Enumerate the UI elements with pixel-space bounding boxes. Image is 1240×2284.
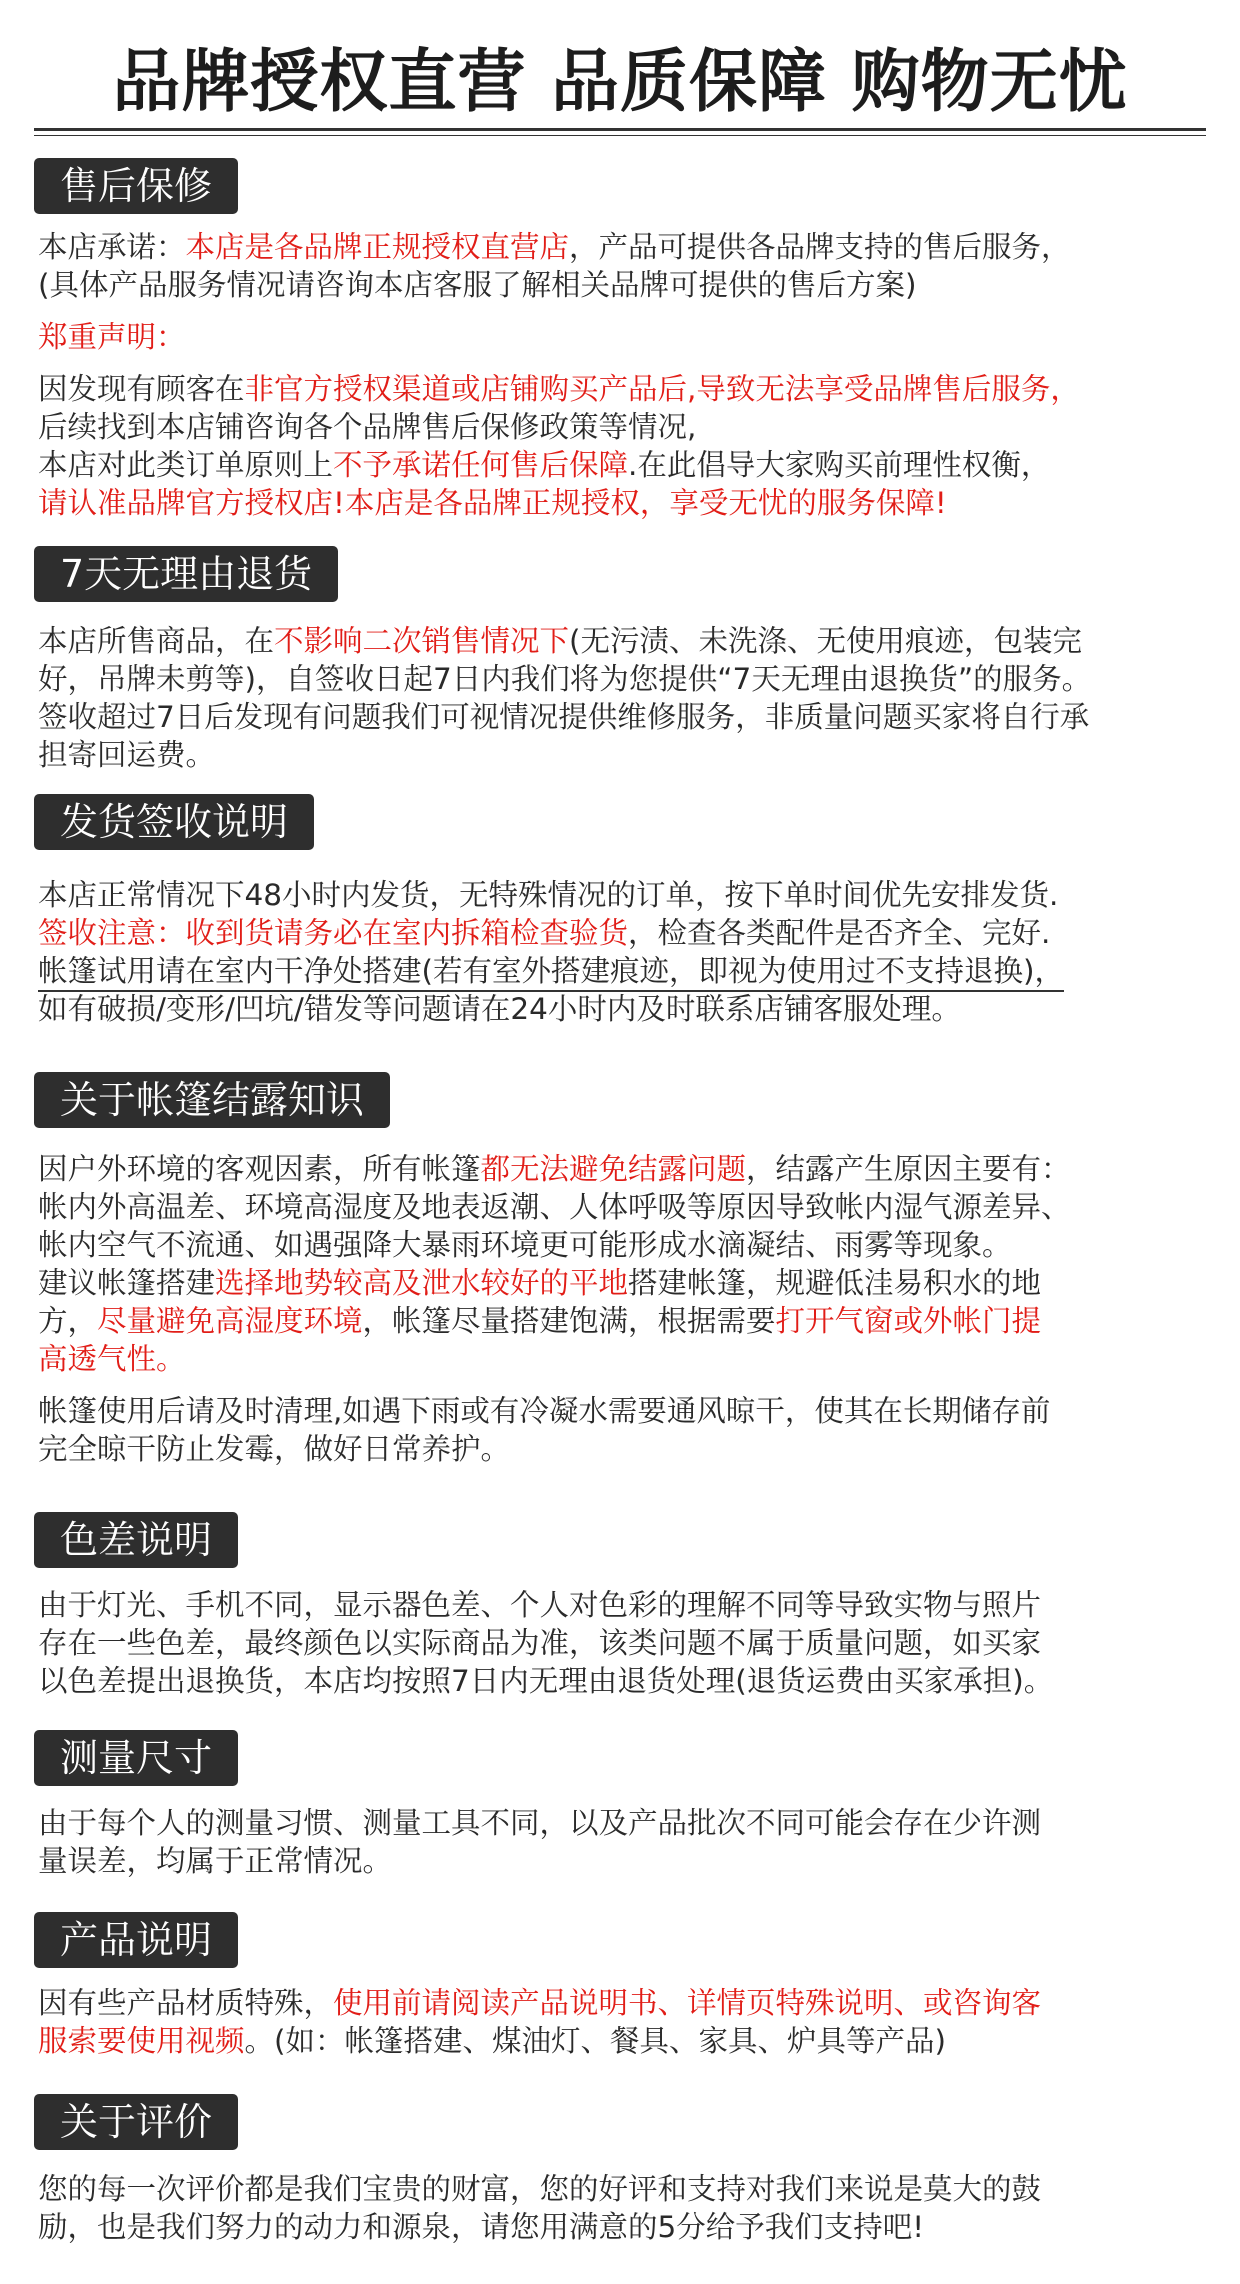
body-text: 因有些产品材质特殊， bbox=[38, 1986, 334, 2020]
text-line bbox=[38, 698, 1206, 736]
highlight-text: 不影响二次销售情况下 bbox=[274, 624, 570, 658]
highlight-text: 非官方授权渠道或店铺购买产品后,导致无法享受品牌售后服务， bbox=[244, 372, 1080, 406]
text-line bbox=[38, 622, 1206, 660]
body-text: .在此倡导大家购买前理性权衡， bbox=[628, 448, 1051, 482]
section-heading: 产品说明 bbox=[34, 1912, 238, 1968]
section-heading: 色差说明 bbox=[34, 1512, 238, 1568]
text-line bbox=[38, 1150, 1206, 1188]
title-divider bbox=[34, 128, 1206, 131]
section-heading: 关于帐篷结露知识 bbox=[34, 1072, 390, 1128]
paragraph-gap bbox=[38, 304, 1206, 318]
text-line bbox=[38, 1624, 1206, 1662]
body-text: 以色差提出退换货，本店均按照7日内无理由退货处理(退货运费由买家承担)。 bbox=[38, 1664, 1054, 1698]
text-line bbox=[38, 484, 1206, 522]
text-line bbox=[38, 1430, 1206, 1468]
text-line bbox=[38, 318, 1206, 356]
text-line bbox=[38, 408, 1206, 446]
body-text: 完全晾干防止发霉，做好日常养护。 bbox=[38, 1432, 511, 1466]
highlight-text: 尽量避免高湿度环境 bbox=[97, 1304, 363, 1338]
section-body bbox=[38, 1150, 1206, 1468]
body-text: 因户外环境的客观因素，所有帐篷 bbox=[38, 1152, 481, 1186]
title-divider-thin bbox=[34, 135, 1206, 136]
section-heading: 关于评价 bbox=[34, 2094, 238, 2150]
paragraph bbox=[38, 318, 1206, 356]
text-line bbox=[38, 1226, 1206, 1264]
paragraph bbox=[38, 2170, 1206, 2246]
text-line bbox=[38, 990, 1206, 1028]
body-text: 帐篷使用后请及时清理,如遇下雨或有冷凝水需要通风晾干，使其在长期储存前 bbox=[38, 1394, 1051, 1428]
section-body bbox=[38, 2170, 1206, 2246]
highlight-text: 签收注意：收到货请务必在室内拆箱检查验货 bbox=[38, 916, 629, 950]
highlight-text: 选择地势较高及泄水较好的平地 bbox=[215, 1266, 629, 1300]
text-line bbox=[38, 2170, 1206, 2208]
text-line bbox=[38, 1392, 1206, 1430]
body-text: 如有破损/变形/凹坑/错发等问题请在24小时内及时联系店铺客服处理。 bbox=[38, 992, 961, 1026]
section-heading: 7天无理由退货 bbox=[34, 546, 338, 602]
section-4 bbox=[34, 1072, 1206, 1466]
text-line bbox=[38, 1586, 1206, 1624]
body-text: ，检查各类配件是否齐全、完好. bbox=[628, 916, 1051, 950]
body-text: 帐内外高温差、环境高湿度及地表返潮、人体呼吸等原因导致帐内湿气源差异、 bbox=[38, 1190, 1071, 1224]
text-line bbox=[38, 266, 1206, 304]
section-body bbox=[38, 622, 1206, 774]
body-text: 方， bbox=[38, 1304, 98, 1338]
body-text: 存在一些色差，最终颜色以实际商品为准，该类问题不属于质量问题，如买家 bbox=[38, 1626, 1042, 1660]
paragraph bbox=[38, 370, 1206, 522]
highlight-text: 都无法避免结露问题 bbox=[480, 1152, 747, 1186]
page-title: 品牌授权直营 品质保障 购物无忧 bbox=[112, 43, 1128, 122]
body-text: 签收超过7日后发现有问题我们可视情况提供维修服务，非质量问题买家将自行承 bbox=[38, 700, 1090, 734]
body-text: 因发现有顾客在 bbox=[38, 372, 245, 406]
body-text: 帐篷试用请在室内干净处搭建(若有室外搭建痕迹，即视为使用过不支持退换)， bbox=[38, 954, 1064, 992]
section-1 bbox=[34, 158, 1206, 520]
text-line bbox=[38, 1188, 1206, 1226]
section-5 bbox=[34, 1512, 1206, 1698]
section-body bbox=[38, 228, 1206, 522]
section-heading: 测量尺寸 bbox=[34, 1730, 238, 1786]
body-text: 本店正常情况下48小时内发货，无特殊情况的订单，按下单时间优先安排发货. bbox=[38, 878, 1059, 912]
highlight-text: 本店是各品牌正规授权直营店 bbox=[185, 230, 570, 264]
body-text: ，产品可提供各品牌支持的售后服务， bbox=[569, 230, 1071, 264]
paragraph bbox=[38, 622, 1206, 774]
body-text: (无污渍、未洗涤、无使用痕迹，包装完 bbox=[569, 624, 1083, 658]
section-7 bbox=[34, 1912, 1206, 2058]
body-text: 担寄回运费。 bbox=[38, 738, 216, 772]
section-3 bbox=[34, 794, 1206, 1026]
highlight-text: 服索要使用视频 bbox=[38, 2024, 245, 2058]
text-line bbox=[38, 1340, 1206, 1378]
paragraph-gap bbox=[38, 1378, 1206, 1392]
text-line bbox=[38, 660, 1206, 698]
highlight-text: 请认准品牌官方授权店!本店是各品牌正规授权，享受无忧的服务保障! bbox=[38, 486, 947, 520]
body-text: 建议帐篷搭建 bbox=[38, 1266, 216, 1300]
paragraph bbox=[38, 1586, 1206, 1700]
body-text: 本店所售商品，在 bbox=[38, 624, 275, 658]
paragraph bbox=[38, 1804, 1206, 1880]
text-line bbox=[38, 1264, 1206, 1302]
body-text: 由于灯光、手机不同，显示器色差、个人对色彩的理解不同等导致实物与照片 bbox=[38, 1588, 1042, 1622]
section-heading: 售后保修 bbox=[34, 158, 238, 214]
text-line bbox=[38, 2208, 1206, 2246]
body-text: ，帐篷尽量搭建饱满，根据需要 bbox=[362, 1304, 776, 1338]
paragraph bbox=[38, 1984, 1206, 2060]
text-line bbox=[38, 876, 1206, 914]
body-text: 由于每个人的测量习惯、测量工具不同，以及产品批次不同可能会存在少许测 bbox=[38, 1806, 1042, 1840]
highlight-text: 打开气窗或外帐门提 bbox=[775, 1304, 1042, 1338]
text-line bbox=[38, 914, 1206, 952]
text-line bbox=[38, 1842, 1206, 1880]
section-6 bbox=[34, 1730, 1206, 1878]
paragraph bbox=[38, 876, 1206, 1028]
paragraph bbox=[38, 1392, 1206, 1468]
body-text: 本店对此类订单原则上 bbox=[38, 448, 334, 482]
section-2 bbox=[34, 546, 1206, 772]
highlight-text: 使用前请阅读产品说明书、详情页特殊说明、或咨询客 bbox=[333, 1986, 1042, 2020]
text-line bbox=[38, 446, 1206, 484]
text-line bbox=[38, 228, 1206, 266]
text-line bbox=[38, 1302, 1206, 1340]
body-text: 励，也是我们努力的动力和源泉，请您用满意的5分给予我们支持吧! bbox=[38, 2210, 925, 2244]
text-line bbox=[38, 1984, 1206, 2022]
paragraph bbox=[38, 1150, 1206, 1378]
body-text: 后续找到本店铺咨询各个品牌售后保修政策等情况, bbox=[38, 410, 697, 444]
text-line bbox=[38, 736, 1206, 774]
section-body bbox=[38, 876, 1206, 1028]
body-text: 本店承诺： bbox=[38, 230, 186, 264]
highlight-text: 不予承诺任何售后保障 bbox=[333, 448, 629, 482]
text-line bbox=[38, 1804, 1206, 1842]
section-8 bbox=[34, 2094, 1206, 2244]
text-line bbox=[38, 370, 1206, 408]
body-text: 好，吊牌未剪等)，自签收日起7日内我们将为您提供“7天无理由退换货”的服务。 bbox=[38, 662, 1092, 696]
body-text: (具体产品服务情况请咨询本店客服了解相关品牌可提供的售后方案) bbox=[38, 268, 917, 302]
body-text: 搭建帐篷，规避低洼易积水的地 bbox=[628, 1266, 1042, 1300]
body-text: 您的每一次评价都是我们宝贵的财富，您的好评和支持对我们来说是莫大的鼓 bbox=[38, 2172, 1042, 2206]
text-line bbox=[38, 2022, 1206, 2060]
body-text: 量误差，均属于正常情况。 bbox=[38, 1844, 393, 1878]
text-line bbox=[38, 1662, 1206, 1700]
text-line bbox=[38, 952, 1206, 990]
paragraph bbox=[38, 228, 1206, 304]
section-body bbox=[38, 1586, 1206, 1700]
body-text: ，结露产生原因主要有： bbox=[746, 1152, 1071, 1186]
section-heading: 发货签收说明 bbox=[34, 794, 314, 850]
section-body bbox=[38, 1984, 1206, 2060]
body-text: 帐内空气不流通、如遇强降大暴雨环境更可能形成水滴凝结、雨雾等现象。 bbox=[38, 1228, 1012, 1262]
body-text: 。(如：帐篷搭建、煤油灯、餐具、家具、炉具等产品) bbox=[244, 2024, 947, 2058]
paragraph-gap bbox=[38, 356, 1206, 370]
section-body bbox=[38, 1804, 1206, 1880]
highlight-text: 高透气性。 bbox=[38, 1342, 186, 1376]
highlight-text: 郑重声明： bbox=[38, 320, 186, 354]
